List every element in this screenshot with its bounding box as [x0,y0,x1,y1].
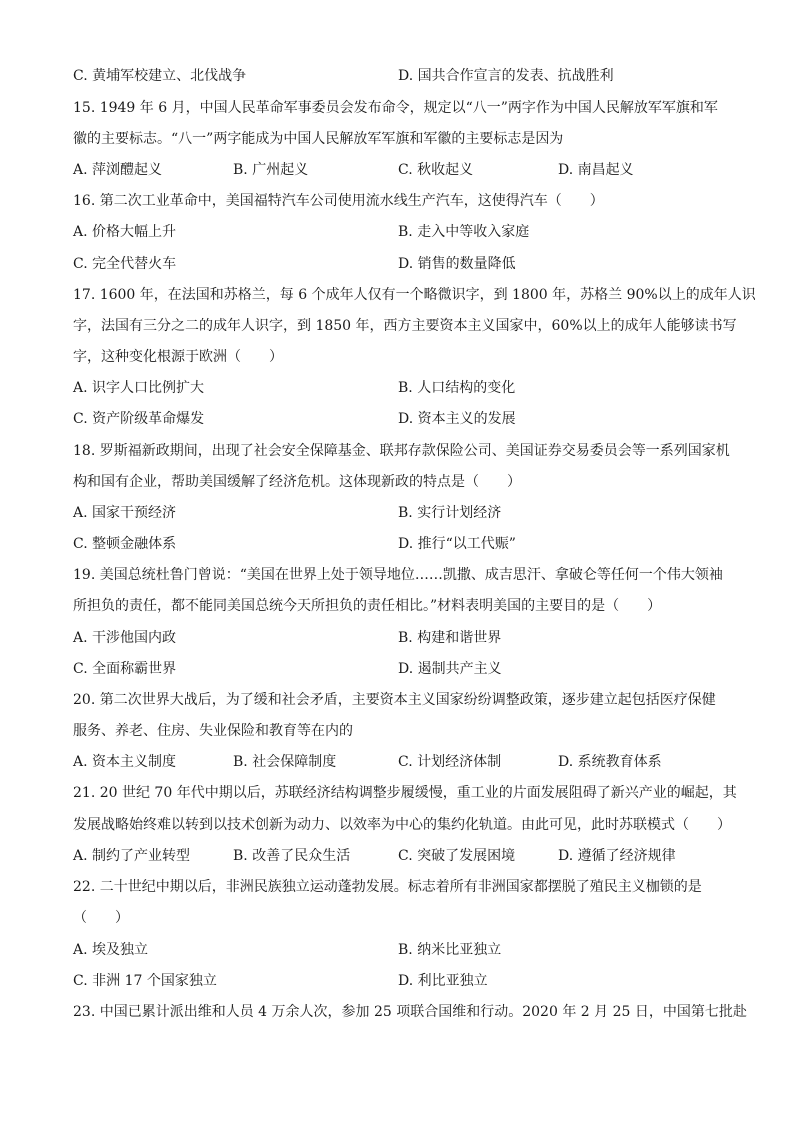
q14-option-c[interactable] [73,66,246,86]
option-text: 埃及独立 [92,942,149,958]
q15-option-c[interactable] [398,160,473,180]
q16-option-b[interactable] [398,222,529,242]
option-letter: D. [398,661,414,677]
option-text: 资产阶级革命爆发 [92,411,205,427]
option-letter: C. [73,68,88,84]
option-text: 突破了发展困境 [417,848,516,864]
q17-option-a[interactable] [73,378,204,398]
option-text: 改善了民众生活 [252,848,351,864]
q20-stem-line-2: 服务、养老、住房、失业保险和教育等在内的 [73,723,353,739]
option-text: 遵循了经济规律 [577,848,676,864]
option-text: 整顿金融体系 [92,536,177,552]
q22-stem-line-2: （ ） [73,910,129,926]
option-text: 全面称霸世界 [92,661,177,677]
q15-option-d[interactable] [558,160,634,180]
option-text: 广州起义 [252,162,309,178]
option-letter: C. [73,411,88,427]
option-text: 计划经济体制 [417,754,502,770]
option-text: 资本主义制度 [92,754,177,770]
q21-stem-line-1: 21. 20 世纪 70 年代中期以后，苏联经济结构调整步履缓慢，重工业的片面发展阻碍了新兴产业的崛起，其 [73,785,737,801]
option-text: 国家干预经济 [92,505,177,521]
q19-option-d[interactable] [398,659,502,679]
option-letter: A. [73,754,88,770]
q22-option-d[interactable] [398,971,488,991]
option-letter: D. [558,848,574,864]
option-letter: A. [73,505,88,521]
option-text: 利比亚独立 [417,973,488,989]
q23-stem-line-1: 23. 中国已累计派出维和人员 4 万余人次，参加 25 项联合国维和行动。2020 年 2 月 25 日，中国第七批赴 [73,1004,747,1020]
q19-option-c[interactable] [73,659,176,679]
q18-option-c[interactable] [73,534,176,554]
q19-option-b[interactable] [398,628,501,648]
q20-option-d[interactable] [558,752,662,772]
q15-stem-line-1: 15. 1949 年 6 月，中国人民革命军事委员会发布命令，规定以“八一”两字作为中国人民解放军军旗和军 [73,100,718,116]
option-letter: D. [398,68,414,84]
option-letter: D. [558,162,574,178]
q22-option-c[interactable] [73,971,217,991]
q21-option-a[interactable] [73,846,190,866]
option-text: 走入中等收入家庭 [417,224,530,240]
option-letter: A. [73,942,88,958]
q19-option-a[interactable] [73,628,176,648]
option-text: 实行计划经济 [417,505,502,521]
option-text: 销售的数量降低 [417,256,516,272]
q17-stem-line-2: 字，法国有三分之二的成年人识字，到 1850 年，西方主要资本主义国家中，60%以上的成年人能够读书写 [73,318,737,334]
option-letter: D. [558,754,574,770]
option-letter: B. [233,162,248,178]
option-text: 南昌起义 [577,162,634,178]
option-text: 价格大幅上升 [92,224,177,240]
q14-option-d[interactable] [398,66,614,86]
option-letter: C. [398,848,413,864]
option-letter: D. [398,973,414,989]
option-letter: B. [398,505,413,521]
option-text: 识字人口比例扩大 [92,380,205,396]
q21-option-d[interactable] [558,846,676,866]
option-text: 干涉他国内政 [92,630,177,646]
option-text: 社会保障制度 [252,754,337,770]
option-text: 黄埔军校建立、北伐战争 [92,68,247,84]
q22-option-b[interactable] [398,940,501,960]
option-text: 非洲 17 个国家独立 [92,973,217,989]
q15-stem-line-2: 徽的主要标志。“八一”两字能成为中国人民解放军军旗和军徽的主要标志是因为 [73,131,564,147]
option-text: 制约了产业转型 [92,848,191,864]
option-letter: C. [398,162,413,178]
option-letter: C. [73,256,88,272]
option-letter: A. [73,224,88,240]
q16-option-c[interactable] [73,254,176,274]
option-text: 萍浏醴起义 [92,162,163,178]
q17-option-b[interactable] [398,378,515,398]
option-text: 系统教育体系 [577,754,662,770]
q17-option-d[interactable] [398,409,516,429]
q20-stem-line-1: 20. 第二次世界大战后，为了缓和社会矛盾，主要资本主义国家纷纷调整政策，逐步建立起包括医疗保健 [73,692,716,708]
q18-stem-line-1: 18. 罗斯福新政期间，出现了社会安全保障基金、联邦存款保险公司、美国证券交易委员会等一系列国家机 [73,443,730,459]
q21-option-b[interactable] [233,846,350,866]
q18-option-a[interactable] [73,503,176,523]
option-letter: B. [233,754,248,770]
option-text: 推行“以工代赈” [417,536,516,552]
option-letter: A. [73,630,88,646]
q20-option-a[interactable] [73,752,176,772]
q17-option-c[interactable] [73,409,204,429]
q21-stem-line-2: 发展战略始终难以转到以技术创新为动力、以效率为中心的集约化轨道。由此可见，此时苏联模式（ ） [73,817,731,833]
q18-stem-line-2: 构和国有企业，帮助美国缓解了经济危机。这体现新政的特点是（ ） [73,474,521,490]
option-text: 遏制共产主义 [417,661,502,677]
option-text: 人口结构的变化 [417,380,516,396]
option-text: 秋收起义 [417,162,474,178]
option-letter: A. [73,380,88,396]
q17-stem-line-1: 17. 1600 年，在法国和苏格兰，每 6 个成年人仅有一个略微识字，到 1800 年，苏格兰 90%以上的成年人识 [73,287,756,303]
option-text: 资本主义的发展 [417,411,516,427]
q16-stem-line-1: 16. 第二次工业革命中，美国福特汽车公司使用流水线生产汽车，这使得汽车（ ） [73,193,604,209]
q21-option-c[interactable] [398,846,515,866]
q19-stem-line-2: 所担负的责任，都不能同美国总统今天所担负的责任相比。”材料表明美国的主要目的是（ ） [73,598,662,614]
option-letter: D. [398,536,414,552]
option-letter: B. [398,380,413,396]
q16-option-a[interactable] [73,222,176,242]
option-letter: B. [398,224,413,240]
option-text: 纳米比亚独立 [417,942,502,958]
option-letter: A. [73,162,88,178]
option-letter: B. [398,942,413,958]
q15-option-a[interactable] [73,160,162,180]
option-letter: B. [398,630,413,646]
q22-option-a[interactable] [73,940,148,960]
option-letter: D. [398,411,414,427]
option-letter: C. [73,661,88,677]
q18-option-b[interactable] [398,503,501,523]
q18-option-d[interactable] [398,534,516,554]
option-text: 构建和谐世界 [417,630,502,646]
option-letter: B. [233,848,248,864]
option-letter: D. [398,256,414,272]
q17-stem-line-3: 字，这种变化根源于欧洲（ ） [73,349,283,365]
q22-stem-line-1: 22. 二十世纪中期以后，非洲民族独立运动蓬勃发展。标志着所有非洲国家都摆脱了殖民主义枷锁的是 [73,879,702,895]
option-letter: A. [73,848,88,864]
option-letter: C. [73,973,88,989]
option-text: 完全代替火车 [92,256,177,272]
option-letter: C. [398,754,413,770]
q16-option-d[interactable] [398,254,516,274]
q19-stem-line-1: 19. 美国总统杜鲁门曾说：“美国在世界上处于领导地位……凯撒、成吉思汗、拿破仑等任何一个伟大领袖 [73,567,723,583]
option-text: 国共合作宣言的发表、抗战胜利 [417,68,614,84]
q20-option-c[interactable] [398,752,501,772]
option-letter: C. [73,536,88,552]
q15-option-b[interactable] [233,160,308,180]
q20-option-b[interactable] [233,752,336,772]
